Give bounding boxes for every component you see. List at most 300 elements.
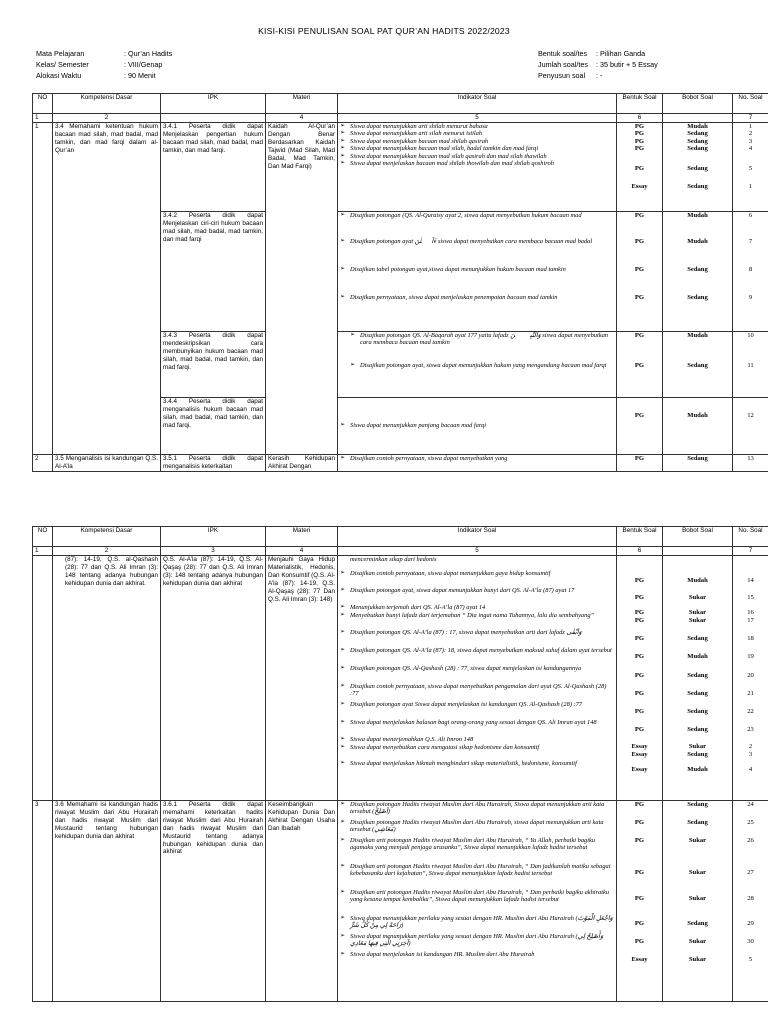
indikator-item [340,612,614,629]
header-ipk: IPK [161,527,266,547]
indikator-item [340,455,614,462]
column-number: 7 [733,114,768,123]
no-soal-value: 5 [748,164,753,172]
arrow-bullet-icon: ➢ [340,915,346,921]
bentuk-value: PG [634,332,645,339]
ipk-cell: 3.4.4 Peserta didik dapat menganalisis hukum bacaan mad silah, mad badal, mad tamkin, dan mad farqi. [161,398,266,455]
arrow-bullet-icon: ➢ [340,238,346,244]
bentuk-value: PG [634,577,645,584]
bentuk-value: PG [634,726,645,733]
bobot-value: Mudah [687,332,708,339]
no-soal-value: 18 [747,635,754,642]
column-number: 4 [266,114,338,123]
materi-cell: Menjauhi Gaya Hidup Materialistik, Hedonis, Dan Konsumtif (Q.S. Al-A’la (87): 14-19, Q.S. Al-Qaşaş (28): 77 Dan Q.S. Ali Imran (3): 148) [266,556,338,801]
arrow-bullet-icon: ➢ [340,130,346,137]
column-number [161,114,266,123]
arrow-bullet-icon: ➢ [340,294,346,300]
indikator-text: Disajikan potongan QS. Al-Baqarah ayat 177 yaitu lafadz وَالنَّبِيّٖنَ siswa dapat menyebutkan cara membaca bacaan mad tamkin [360,332,608,347]
bentuk-value: PG [634,672,645,679]
bentuk-cell [617,123,663,212]
ipk-cell: 3.4.3 Peserta didik dapat mendeskripsikan cara membunyikan hukum bacaan mad silah, mad badal, mad tamkin, dan mad farqi. [161,332,266,398]
indikator-cell [338,801,617,1002]
bentuk-cell [617,801,663,1002]
arrow-bullet-icon: ➢ [340,123,346,129]
indikator-text: Siswa dapat menunjukkan arti shilah menurut bahasa [350,123,488,130]
indikator-item [340,604,614,612]
arrow-bullet-icon: ➢ [340,744,346,750]
bentuk-value: PG [634,869,645,876]
arrow-bullet-icon: ➢ [340,933,346,939]
no-soal-cell [733,123,768,212]
materi-cell: Kaidah Al-Qur’an Dengan Benar Berdasarkan Kaidah Tajwid (Mad Silah, Mad Badal, Mad Tamkin, Dan Mad Farqi) [266,123,338,455]
arrow-bullet-icon: ➢ [340,152,346,159]
indikator-text: Disajikan potongan Hadits riwayat Muslim dari Abu Hurairah, siswa dapat menunjukkan arti kata tersebut (مَعَاشِي) [350,819,604,834]
arrow-bullet-icon: ➢ [340,701,346,707]
indikator-item [340,951,614,958]
bentuk-value: Essay [631,751,648,758]
no-soal-value: 20 [747,672,754,679]
indikator-item [340,160,614,167]
indikator-item [340,294,614,301]
meta-label: Bentuk soal/tes [538,49,588,58]
bobot-value: Mudah [687,212,708,219]
meta-label: Jumlah soal/tes [538,60,588,69]
indikator-text: Disajikan arti potongan Hadits riwayat Muslim dari Abu Hurairah, “ Ya Allah, perbaiki bagiku agamaku yang menjadi penjaga urusanku”, Siswa dapat menunjukkan lafadz hadist tersebut [350,837,596,852]
indikator-text: Menunjukkan terjemah dari QS. Al-A’la (87) ayat 14 [350,604,486,611]
arrow-bullet-icon: ➢ [340,665,346,671]
bentuk-value: PG [634,594,645,601]
bobot-cell: Sedang [663,455,733,472]
header-no: NO [33,527,53,547]
meta-left [36,48,172,81]
arrow-bullet-icon: ➢ [340,801,346,807]
bentuk-cell: PG [617,398,663,455]
bobot-value: Sedang [687,635,708,642]
header-no: NO [33,94,53,114]
indikator-item [340,683,614,701]
bentuk-value: PG [634,920,645,927]
column-number: 1 [33,114,53,123]
indikator-text: Disajikan potongan Hadits riwayat Muslim dari Abu Hurairah, Siswa dapat menunjukkan arti kata tersebut (اَصْلِحْ) [350,801,605,816]
indikator-item [340,587,614,604]
no-soal-value: 4 [748,145,753,153]
bentuk-value: PG [634,164,645,172]
bobot-value: Sedang [687,819,708,826]
column-number [663,114,733,123]
bobot-value: Sukar [688,609,707,616]
bobot-value: Sedang [687,145,708,153]
arrow-bullet-icon: ➢ [340,422,346,429]
bobot-value: Sedang [687,751,708,758]
materi-cell: Kerasih Kehidupan Akhirat Dengan [266,455,338,472]
header-kompetensi-dasar: Kompetensi Dasar [53,94,161,114]
indikator-text: Siswa dapat menunjukkan perilaku yang sesuai dengan HR. Muslim dari Abu Hurairah (وَأَصْلِحْ لِي آخِرَتِي الَّتِي فِيهَا مَعَادِي) [350,933,604,948]
meta-label: Penyusun soal [538,71,586,80]
bentuk-value: PG [634,362,645,369]
header-bentuk-soal: Bentuk Soal [617,527,663,547]
indikator-item [340,837,614,863]
bobot-cell [663,212,733,332]
bobot-cell: Mudah [663,398,733,455]
no-soal-cell [733,332,768,398]
ipk-cell: 3.4.1 Peserta didik dapat Menjelaskan pengertian hukum bacaan mad silah, mad badal, mad tamkin, dan mad farqi. [161,123,266,212]
arrow-bullet-icon: ➢ [340,819,346,825]
indikator-text: Siswa dapat menjelaskan isi kandungan HR. Muslim dari Abu Hurairah [350,951,535,958]
bobot-value: Sedang [687,690,708,697]
bobot-cell [663,332,733,398]
no-soal-value: 4 [748,766,753,773]
indikator-item [340,153,614,160]
bentuk-cell: PG [617,455,663,472]
header-bobot-soal: Bobot Soal [663,94,733,114]
bobot-cell [663,123,733,212]
no-soal-value: 14 [747,577,754,584]
arrow-bullet-icon: ➢ [340,612,346,618]
indikator-text: Disajikan potongan ayat ءَآلۡئٰنَ siswa dapat menyebutkan cara membaca bacaan mad badal [350,238,593,245]
no-soal-value: 16 [747,609,754,616]
indikator-text: Disajikan potongan (QS. Al-Quraisy ayat 2, siswa dapat menyebutkan hukum bacaan mad [350,212,582,219]
no-soal-value: 1 [748,123,753,130]
arrow-bullet-icon: ➢ [340,760,346,766]
no-soal-value: 24 [747,801,754,808]
bobot-value: Mudah [687,766,708,773]
header-indikator-soal: Indikator Soal [338,527,617,547]
bobot-value: Sedang [687,708,708,715]
bobot-value: Sukar [688,594,707,601]
bobot-value: Sedang [687,672,708,679]
indikator-item [340,130,614,137]
no-soal-cell [733,556,768,801]
no-soal-value: 27 [747,869,754,876]
bentuk-value: PG [634,801,645,808]
arrow-bullet-icon: ➢ [340,266,346,272]
meta-right [538,48,658,81]
kompetensi-dasar-cell: 3.5 Menganalisis isi kandungan Q.S. Al-A’la [53,455,161,472]
no-soal-value: 11 [747,362,754,369]
indikator-text: Siswa dapat menyebutkan cara mengatasi sikap hedonisme dan konsumtif [350,744,540,751]
bobot-value: Sukar [688,869,707,876]
meta-value: : - [596,71,603,80]
no-soal-cell: 13 [733,455,768,472]
materi-cell: Keseimbangkan Kehidupan Dunia Dan Akhirat Dengan Usaha Dan Ibadah [266,801,338,1002]
indikator-text: Siswa dapat menunjukkan bacaan mad silah, badal tamkin dan mad farqi [350,145,539,153]
bobot-value: Sedang [687,266,708,273]
bentuk-value: PG [634,635,645,642]
bobot-value: Sukar [688,837,707,844]
indikator-item [340,212,614,238]
row-no: 2 [33,455,53,472]
bentuk-value: PG [634,837,645,844]
indikator-item [340,736,614,744]
indikator-text: Siswa dapat menunjukkan bacaan mad silah qasirah dan mad silah thawilah [350,152,547,160]
bentuk-value: Essay [631,766,648,773]
indikator-text: Siswa dapat menunjukkan arti silah menurut istilah [350,130,483,138]
arrow-bullet-icon: ➢ [340,837,346,843]
ipk-cell: 3.4.2 Peserta didik dapat Menjelaskan ciri-ciri hukum bacaan mad silah, mad badal, mad tamkin, dan mad farqi [161,212,266,332]
ipk-cell: 3.6.1 Peserta didik dapat memahami keterkaitan hadits riwayat Muslim dari Abu Hurairah dan hadis riwayat Muslim dari Mustaurid tentang adanya hubungan kehidupan dunia dan akhirat [161,801,266,1002]
indikator-item [340,719,614,736]
indikator-item [340,863,614,889]
arrow-bullet-icon: ➢ [340,212,346,218]
meta-value: : VIII/Genap [124,60,163,69]
indikator-text: Disajikan pernyataan, siswa dapat menjelaskan penempatan bacaan mad tamkin [350,294,558,301]
bentuk-value: PG [634,238,645,245]
bentuk-value: PG [634,938,645,945]
indikator-text: Disajikan potongan QS. Al-A’la (87): 18, siswa dapat menyebutkan maksud suhuf dalam ayat tersebut [350,647,612,654]
indikator-item [340,238,614,266]
no-soal-value: 1 [748,183,753,191]
column-number: 4 [266,547,338,556]
indikator-text: Disajikan potongan ayat, siswa dapat menunjukkan bunyi dari QS. Al-A’la (87) ayat 17 [350,587,575,594]
no-soal-value: 30 [747,938,754,945]
indikator-text: Disajikan contoh pernyataan, siswa dapat menunjukkan gaya hidup konsumtif [350,570,551,577]
header-materi: Materi [266,94,338,114]
row-no: 3 [33,801,53,1002]
bobot-value: Mudah [687,577,708,584]
indikator-cell [338,332,617,398]
header-kompetensi-dasar: Kompetensi Dasar [53,527,161,547]
column-number: 7 [733,547,768,556]
indikator-text: Disajikan arti potongan Hadits riwayat Muslim dari Abu Hurairah, “ Dan jadikanlah matiku sebagai kebebasanku dari kejahatan”, Siswa dapat menunjukkan lafadz hadist tersebut [350,863,611,878]
kompetensi-dasar-cell: (87): 14-19, Q.S. al-Qashash (28): 77 dan Q.S. Ali Imran (3): 148 tentang adanya hubungan kehidupan dunia dan akhirat. [53,556,161,801]
arrow-bullet-icon: ➢ [340,160,346,167]
indikator-cell [338,455,617,472]
bentuk-value: PG [634,653,645,660]
indikator-cell [338,556,617,801]
column-number: 2 [53,114,161,123]
bentuk-value: PG [634,123,645,130]
header-ipk: IPK [161,94,266,114]
header-bentuk-soal: Bentuk Soal [617,94,663,114]
no-soal-value: 3 [748,751,753,758]
no-soal-cell [733,212,768,332]
arrow-bullet-icon: ➢ [340,889,346,895]
header-indikator-soal: Indikator Soal [338,94,617,114]
bentuk-cell [617,212,663,332]
bentuk-value: PG [634,137,645,145]
bobot-value: Mudah [687,123,708,130]
indikator-item [340,138,614,145]
arrow-bullet-icon: ➢ [340,629,346,635]
indikator-item [340,266,614,294]
arrow-bullet-icon: ➢ [340,455,346,461]
row-no [33,556,53,801]
indikator-text: Siswa dapat menunjukkan perilaku yang sesuai dengan HR. Muslim dari Abu Hurairah (وَاجْعَلِ الْمَوْتَ رَاحَةً لِي مِنْ كُلِّ شَرٍّ) [350,915,613,930]
no-soal-value: 22 [747,708,754,715]
bobot-value: Sukar [688,895,707,902]
arrow-bullet-icon: ➢ [340,587,346,593]
meta-label: Kelas/ Semester [36,60,89,69]
arrow-bullet-icon: ➢ [350,362,356,368]
bobot-value: Mudah [687,653,708,660]
meta-value: : Qur’an Hadits [124,49,173,58]
indikator-text: Siswa dapat menunjukkan panjang bacaan mad farqi [350,422,487,430]
indikator-continuation: mencerminkan sikap dari hedonis [350,556,437,563]
indikator-item [340,145,614,152]
bentuk-value: PG [634,130,645,138]
indikator-text: Disajikan contoh pernyataan, siswa dapat menyebutkan pengamalan dari ayat QS. Al-Qashash (28) :77 [350,683,607,698]
indikator-text: Siswa dapat menerjemahkan Q.S. Ali Imron 148 [350,736,474,743]
no-soal-value: 9 [748,294,753,301]
meta-label: Alokasi Waktu [36,71,82,80]
indikator-item [340,915,614,933]
row-no: 1 [33,123,53,455]
header-bobot-soal: Bobot Soal [663,527,733,547]
header-no-soal: No. Soal [733,527,768,547]
indikator-item [340,570,614,587]
no-soal-value: 5 [748,956,753,963]
bentuk-value: Essay [631,183,648,191]
indikator-cell [338,123,617,212]
bobot-value: Sedang [687,294,708,301]
no-soal-cell: 12 [733,398,768,455]
indikator-text: Disajikan potongan ayat, siswa dapat menunjukkan hukum yang mengandung bacaan mad farqi [360,362,607,369]
bobot-value: Sedang [687,164,708,172]
bentuk-value: Essay [631,743,648,750]
indikator-item [340,647,614,665]
indikator-item [340,889,614,915]
indikator-cell [338,212,617,332]
indikator-item [340,422,614,429]
header-materi: Materi [266,527,338,547]
indikator-cell [338,398,617,455]
no-soal-value: 3 [748,137,753,145]
indikator-item [340,362,614,369]
no-soal-value: 8 [748,266,753,273]
no-soal-value: 29 [747,920,754,927]
indikator-item [340,819,614,837]
indikator-text: Disajikan potongan ayat Siswa dapat menjelaskan isi kandungan QS. Al-Qashash (28) :77 [350,701,583,708]
indikator-item [340,801,614,819]
indikator-item [340,760,614,767]
arrow-bullet-icon: ➢ [340,719,346,725]
arrow-bullet-icon: ➢ [340,604,346,610]
arrow-bullet-icon: ➢ [340,863,346,869]
no-soal-value: 28 [747,895,754,902]
indikator-text: Disajikan contoh pernyataan, siswa dapat menyebutkan yang [350,455,508,462]
indikator-text: Disajikan potongan QS. Al-A’la (87) : 17, siswa dapat menyebutkan arti dari lafadz وَاَبْقٰى [350,629,582,636]
indikator-text: Siswa dapat menjelaskan bacaan mad shilah thowilah dan mad shilah qoshiroh [350,160,554,168]
no-soal-value: 19 [747,653,754,660]
ipk-cell: Q.S. Al-A’la (87): 14-19, Q.S. Al-Qaşaş (28): 77 dan Q.S. Ali Imran (3): 148 tentang adanya hubungan kehidupan dunia dan akhirat [161,556,266,801]
kompetensi-dasar-cell: 3.4 Memahami ketentuan hukum bacaan mad silah, mad badal, mad tamkin, dan mad farqi dalam al-Qur’an [53,123,161,455]
no-soal-value: 26 [747,837,754,844]
bentuk-value: Essay [631,956,648,963]
arrow-bullet-icon: ➢ [340,951,346,957]
header-no-soal: No. Soal [733,94,768,114]
no-soal-value: 10 [747,332,754,339]
bentuk-value: PG [634,212,645,219]
meta-value: : 90 Menit [124,71,156,80]
column-number [663,547,733,556]
indikator-text: Siswa dapat menunjukkan bacaan mad shilah qasirah [350,137,489,145]
ipk-cell: 3.5.1 Peserta didik dapat menganalisis keterkaitan [161,455,266,472]
bobot-value: Sukar [688,956,707,963]
bentuk-value: PG [634,708,645,715]
arrow-bullet-icon: ➢ [340,570,346,576]
bentuk-value: PG [634,617,645,624]
arrow-bullet-icon: ➢ [340,683,346,689]
bentuk-value: PG [634,266,645,273]
bentuk-cell [617,332,663,398]
indikator-item [340,701,614,719]
bobot-value: Sedang [687,130,708,138]
bobot-value: Sedang [687,801,708,808]
kisi-kisi-table-page-2 [32,526,768,1002]
arrow-bullet-icon: ➢ [340,647,346,653]
column-number: 6 [617,547,663,556]
column-number: 5 [338,547,617,556]
bentuk-value: PG [634,690,645,697]
bentuk-value: PG [634,294,645,301]
column-number: 5 [338,114,617,123]
bobot-cell [663,801,733,1002]
bentuk-value: PG [634,819,645,826]
column-number: 2 [53,547,161,556]
bentuk-value: PG [634,145,645,153]
indikator-item [340,744,614,760]
no-soal-value: 21 [747,690,754,697]
arrow-bullet-icon: ➢ [340,736,346,742]
bobot-value: Sukar [688,617,707,624]
no-soal-value: 2 [748,743,753,750]
bobot-value: Mudah [687,238,708,245]
no-soal-value: 25 [747,819,754,826]
meta-label: Mata Pelajaran [36,49,85,58]
no-soal-value: 2 [748,130,753,138]
indikator-item [340,332,614,362]
arrow-bullet-icon: ➢ [350,332,356,338]
indikator-item [340,123,614,130]
column-number: 6 [617,114,663,123]
indikator-text: Siswa dapat menjelaskan balasan bagi orang-orang yang sesuai dengan QS. Ali Imran ayat 148 [350,719,597,726]
column-number: 1 [33,547,53,556]
no-soal-value: 15 [747,594,754,601]
bobot-value: Sedang [687,362,708,369]
kisi-kisi-table-page-1 [32,93,768,472]
kompetensi-dasar-cell: 3.6 Memahami isi kandungan hadis riwayat Muslim dari Abu Hurairah dan hadis riwayat Muslim dari Mustaurid tentang hubungan kehidupan dunia dan akhirat [53,801,161,1002]
indikator-item [340,629,614,647]
indikator-text: Disajikan tabel potongan ayat,siswa dapat menunjukkan hukum bacaan mad tamkin [350,266,566,273]
bentuk-value: PG [634,895,645,902]
no-soal-cell [733,801,768,1002]
indikator-text: Menyebutkan bunyi lafadz dari terjemahan “ Dia ingat nama Tuhannya, lalu dia sembahyang” [350,612,595,619]
column-number: 3 [161,547,266,556]
no-soal-value: 23 [747,726,754,733]
bentuk-value: PG [634,609,645,616]
no-soal-value: 17 [747,617,754,624]
bobot-value: Sedang [687,920,708,927]
meta-value: : 35 butir + 5 Essay [596,60,658,69]
bobot-value: Sedang [687,137,708,145]
bobot-cell [663,556,733,801]
indikator-text: Disajikan arti potongan Hadits riwayat Muslim dari Abu Hurairah, “ Dan perbaiki bagiku akhiratku yang kesana tempat kembaliku”, Siswa dapat menunjukkan lafadz hadist tersebut [350,889,610,904]
arrow-bullet-icon: ➢ [340,145,346,152]
bobot-value: Sukar [688,743,707,750]
bobot-value: Sedang [687,726,708,733]
indikator-text: Siswa dapat menjelaskan hikmah menghindari sikap materialistik, hedonisme, konsumtif [350,760,577,767]
bentuk-cell [617,556,663,801]
meta-value: : Pilihan Ganda [596,49,646,58]
no-soal-value: 6 [748,212,753,219]
bobot-value: Sedang [687,183,708,191]
no-soal-value: 7 [748,238,753,245]
arrow-bullet-icon: ➢ [340,137,346,144]
indikator-item [340,665,614,683]
indikator-item [340,933,614,951]
indikator-text: Disajikan potongan QS. Al-Qashash (28) : 77, siswa dapat menjelaskan isi kandungannya [350,665,582,672]
document-title: KISI-KISI PENULISAN SOAL PAT QUR’AN HADITS 2022/2023 [258,26,510,36]
